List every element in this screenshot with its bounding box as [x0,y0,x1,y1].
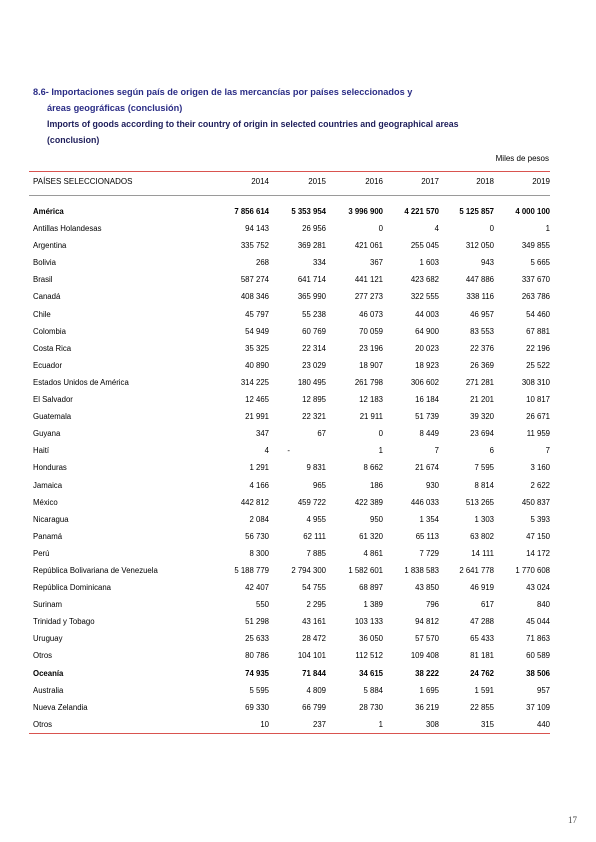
country-name: Colombia [33,326,66,336]
value-cell: 9 831 [306,463,326,473]
value-cell: 4 166 [249,480,269,490]
value-cell: 338 116 [466,292,494,302]
value-cell: 365 990 [297,292,326,302]
value-cell: 1 838 583 [404,565,439,575]
value-cell: 513 265 [465,497,494,507]
table-row [29,237,550,254]
table-row [29,716,550,733]
value-cell: 112 512 [355,651,383,661]
value-cell: 459 722 [297,497,326,507]
table-row [29,630,550,647]
country-name: Costa Rica [33,343,72,353]
units-label: Miles de pesos [495,154,549,163]
value-cell: 255 045 [410,241,439,251]
value-cell: 7 729 [419,548,439,558]
value-cell: 81 181 [470,651,494,661]
value-cell: 109 408 [410,651,439,661]
value-cell: 26 671 [526,412,550,422]
value-cell: 1 591 [474,685,494,695]
value-cell: 2 794 300 [291,565,326,575]
value-cell: 1 695 [419,685,439,695]
value-cell: 28 472 [302,634,326,644]
value-cell: 422 389 [354,497,383,507]
value-cell: 263 786 [521,292,550,302]
value-cell: 42 407 [245,583,269,593]
value-cell: 7 856 614 [234,207,269,216]
table-row [29,220,550,237]
value-cell: 1 [378,446,383,456]
value-cell: 180 495 [297,377,326,387]
value-cell: 5 188 779 [234,565,269,575]
value-cell: 20 023 [415,343,439,353]
header-label: PAÍSES SELECCIONADOS [33,177,133,186]
value-cell: 5 125 857 [459,207,494,216]
value-cell: 308 [425,719,439,729]
country-name: Haití [33,446,50,456]
value-cell: 4 000 100 [515,207,550,216]
table-row [29,494,550,511]
table-row [29,682,550,699]
table-group-row [29,665,550,682]
value-cell: 18 923 [415,360,439,370]
value-cell: 0 [378,429,383,439]
value-cell: 3 160 [530,463,550,473]
header-year: 2014 [251,177,269,186]
value-cell: 334 [312,258,326,268]
value-cell: 3 996 900 [348,207,383,216]
value-cell: 24 762 [470,668,494,678]
value-cell: 2 641 778 [459,565,494,575]
value-cell: 36 050 [359,634,383,644]
country-name: El Salvador [33,395,73,405]
country-name: Estados Unidos de América [33,377,129,387]
value-cell: 5 353 954 [291,207,326,216]
value-cell: 65 113 [415,531,439,541]
value-cell: 56 730 [245,531,269,541]
value-cell: 446 033 [410,497,439,507]
value-cell: 1 582 601 [348,565,383,575]
value-cell: 261 798 [354,377,383,387]
value-cell: 7 885 [306,548,326,558]
value-cell: 0 [489,224,494,234]
value-cell: 237 [312,719,326,729]
value-cell: 349 855 [521,241,550,251]
country-name: Trinidad y Tobago [33,617,95,627]
country-name: Antillas Holandesas [33,224,102,234]
header-bottom-rule [29,195,550,196]
value-cell: 67 881 [526,326,550,336]
value-cell: 6 [489,446,494,456]
value-cell: 7 [545,446,550,456]
table-row [29,323,550,340]
value-cell: 60 769 [302,326,326,336]
value-cell: 5 595 [249,685,269,695]
value-cell: 447 886 [465,275,494,285]
value-cell: 94 143 [245,224,269,234]
value-cell: 61 320 [359,531,383,541]
country-name: Guatemala [33,412,72,422]
table-row [29,699,550,716]
country-name: Panamá [33,531,63,541]
value-cell: 26 956 [302,224,326,234]
value-cell: 25 633 [245,634,269,644]
value-cell: 69 330 [245,702,269,712]
value-cell: 37 109 [526,702,550,712]
value-cell: 450 837 [521,497,550,507]
value-cell: 62 111 [303,531,326,541]
value-cell: 5 665 [530,258,550,268]
value-cell: 7 595 [474,463,494,473]
value-cell: 441 121 [354,275,383,285]
table-row [29,613,550,630]
value-cell: 347 [255,429,269,439]
value-cell: 65 433 [470,634,494,644]
country-name: Otros [33,651,53,661]
country-name: República Dominicana [33,583,112,593]
value-cell: 271 281 [465,377,494,387]
value-cell: 277 273 [354,292,383,302]
table-row [29,357,550,374]
value-cell: 641 714 [297,275,326,285]
value-cell: 4 955 [306,514,326,524]
value-cell: 315 [480,719,494,729]
value-cell: 38 222 [415,668,439,678]
value-cell: 28 730 [359,702,383,712]
value-cell: 63 802 [470,531,494,541]
header-year: 2015 [308,177,326,186]
header-top-rule [29,171,550,172]
country-name: Surinam [33,600,63,610]
value-cell: 43 024 [526,583,550,593]
value-cell: 11 959 [526,429,550,439]
value-cell: 8 662 [363,463,383,473]
value-cell: 47 150 [526,531,550,541]
table-row [29,545,550,562]
country-name: Chile [33,309,51,319]
table-row [29,579,550,596]
value-cell: 1 603 [419,258,439,268]
value-cell: 1 291 [249,463,269,473]
table-row [29,306,550,323]
value-cell: 337 670 [521,275,550,285]
title-en-line2: (conclusion) [47,135,100,145]
value-cell: 57 570 [415,634,439,644]
table-row [29,408,550,425]
value-cell: 46 957 [470,309,494,319]
table-row [29,254,550,271]
value-cell: 18 907 [359,360,383,370]
value-cell: 71 863 [526,634,550,644]
value-cell: 43 161 [302,617,326,627]
value-cell: 367 [369,258,383,268]
country-name: Guyana [33,429,61,439]
table-group-row [29,203,550,220]
value-cell: 4 809 [306,685,326,695]
value-cell: 103 133 [354,617,383,627]
value-cell: 23 196 [359,343,383,353]
value-cell: 54 460 [526,309,550,319]
table-row [29,374,550,391]
value-cell: 421 061 [354,241,383,251]
header-year: 2019 [532,177,550,186]
country-name: Nueva Zelandia [33,702,88,712]
value-cell: 68 897 [359,583,383,593]
value-cell: 25 522 [526,360,550,370]
country-name: Ecuador [33,360,63,370]
value-cell: 4 861 [363,548,383,558]
value-cell: 335 752 [240,241,269,251]
value-cell: 23 029 [302,360,326,370]
country-name: Canadá [33,292,61,302]
country-name: Honduras [33,463,67,473]
table-row [29,271,550,288]
value-cell: 314 225 [240,377,269,387]
value-cell: 74 935 [245,668,269,678]
value-cell: 54 949 [245,326,269,336]
value-cell: 21 991 [245,412,269,422]
value-cell: 957 [536,685,550,695]
value-cell: 8 449 [419,429,439,439]
table-row [29,391,550,408]
value-cell: 369 281 [297,241,326,251]
value-cell: 70 059 [359,326,383,336]
country-name: República Bolivariana de Venezuela [33,565,158,575]
country-name: Otros [33,719,53,729]
value-cell: 38 506 [526,668,550,678]
header-year: 2016 [365,177,383,186]
header-year: 2017 [421,177,439,186]
value-cell: 47 288 [470,617,494,627]
value-cell: 80 786 [245,651,269,661]
value-cell: 308 310 [521,377,550,387]
value-cell: 796 [425,600,439,610]
value-cell: 930 [425,480,439,490]
value-cell: 268 [255,258,269,268]
value-cell: 2 084 [249,514,269,524]
country-name: América [33,207,64,216]
value-cell: 43 850 [415,583,439,593]
table-row [29,511,550,528]
value-cell: 5 884 [363,685,383,695]
value-cell: 1 [378,719,383,729]
value-cell: 60 589 [526,651,550,661]
value-cell: 26 369 [470,360,494,370]
table-row [29,647,550,664]
value-cell: 8 814 [474,480,494,490]
value-cell: 35 325 [245,343,269,353]
value-cell: 94 812 [415,617,439,627]
table-row [29,459,550,476]
table-row [29,596,550,613]
value-cell: 21 201 [470,395,494,405]
title-en-line1: Imports of goods according to their country of origin in selected countries and geographical areas [47,119,459,129]
value-cell: 4 221 570 [404,207,439,216]
value-cell: 36 219 [415,702,439,712]
title-es-line1: 8.6- Importaciones según país de origen de las mercancías por países seleccionados y [33,87,413,97]
value-cell: 442 812 [240,497,269,507]
table-row [29,528,550,545]
value-cell: 14 172 [526,548,550,558]
country-name: Australia [33,685,64,695]
table-header [29,177,550,189]
value-cell: 55 238 [302,309,326,319]
value-cell: 54 755 [302,583,326,593]
value-cell: 186 [369,480,383,490]
value-cell: 0 [378,224,383,234]
value-cell: 4 [434,224,439,234]
country-name: Jamaica [33,480,63,490]
value-cell: 7 [434,446,439,456]
value-cell: 1 770 608 [515,565,550,575]
value-cell: 10 817 [526,395,550,405]
value-cell: 440 [536,719,550,729]
value-cell: 21 674 [415,463,439,473]
value-cell: 950 [369,514,383,524]
value-cell: 1 354 [419,514,439,524]
table-row [29,562,550,579]
value-cell: 71 844 [302,668,326,678]
table-row [29,288,550,305]
value-cell: 23 694 [470,429,494,439]
value-cell: 840 [536,600,550,610]
page-number: 17 [568,815,577,825]
country-name: Oceanía [33,668,64,678]
value-cell: 617 [480,600,494,610]
value-cell: 408 346 [240,292,269,302]
value-cell: 21 911 [359,412,383,422]
table-bottom-rule [29,733,550,734]
value-cell: 104 101 [297,651,326,661]
value-cell: 8 300 [249,548,269,558]
value-cell: 46 073 [359,309,383,319]
table-row [29,477,550,494]
title-es-line2: áreas geográficas (conclusión) [47,103,183,113]
data-table [29,203,550,733]
value-cell: 322 555 [410,292,439,302]
value-cell: 312 050 [465,241,494,251]
value-cell: 965 [312,480,326,490]
country-name: Perú [33,548,50,558]
value-cell: 12 465 [245,395,269,405]
value-cell: 66 799 [302,702,326,712]
value-cell: 45 797 [245,309,269,319]
value-cell: 306 602 [410,377,439,387]
country-name: Argentina [33,241,67,251]
value-cell: 14 111 [471,548,494,558]
value-cell: 22 314 [302,343,326,353]
value-cell: 1 389 [363,600,383,610]
value-cell: 22 196 [526,343,550,353]
value-cell: 22 376 [470,343,494,353]
value-cell: 587 274 [240,275,269,285]
value-cell: 10 [260,719,269,729]
value-cell: 45 044 [526,617,550,627]
country-name: Uruguay [33,634,63,644]
table-row [29,442,550,459]
value-cell: 943 [480,258,494,268]
value-cell: 51 739 [415,412,439,422]
value-cell: - [287,446,290,456]
value-cell: 34 615 [359,668,383,678]
value-cell: 550 [255,600,269,610]
table-row [29,425,550,442]
value-cell: 83 553 [470,326,494,336]
value-cell: 51 298 [245,617,269,627]
value-cell: 67 [317,429,326,439]
country-name: Brasil [33,275,53,285]
value-cell: 64 900 [415,326,439,336]
value-cell: 5 393 [530,514,550,524]
value-cell: 12 183 [359,395,383,405]
value-cell: 423 682 [410,275,439,285]
value-cell: 1 [545,224,550,234]
value-cell: 12 895 [302,395,326,405]
value-cell: 2 622 [530,480,550,490]
country-name: Nicaragua [33,514,69,524]
value-cell: 22 321 [302,412,326,422]
country-name: Bolivia [33,258,56,268]
value-cell: 40 890 [245,360,269,370]
table-row [29,340,550,357]
value-cell: 46 919 [470,583,494,593]
table-title [33,84,459,148]
value-cell: 44 003 [415,309,439,319]
value-cell: 22 855 [470,702,494,712]
value-cell: 39 320 [470,412,494,422]
header-year: 2018 [476,177,494,186]
value-cell: 4 [264,446,269,456]
value-cell: 1 303 [474,514,494,524]
country-name: México [33,497,58,507]
value-cell: 16 184 [415,395,439,405]
value-cell: 2 295 [306,600,326,610]
